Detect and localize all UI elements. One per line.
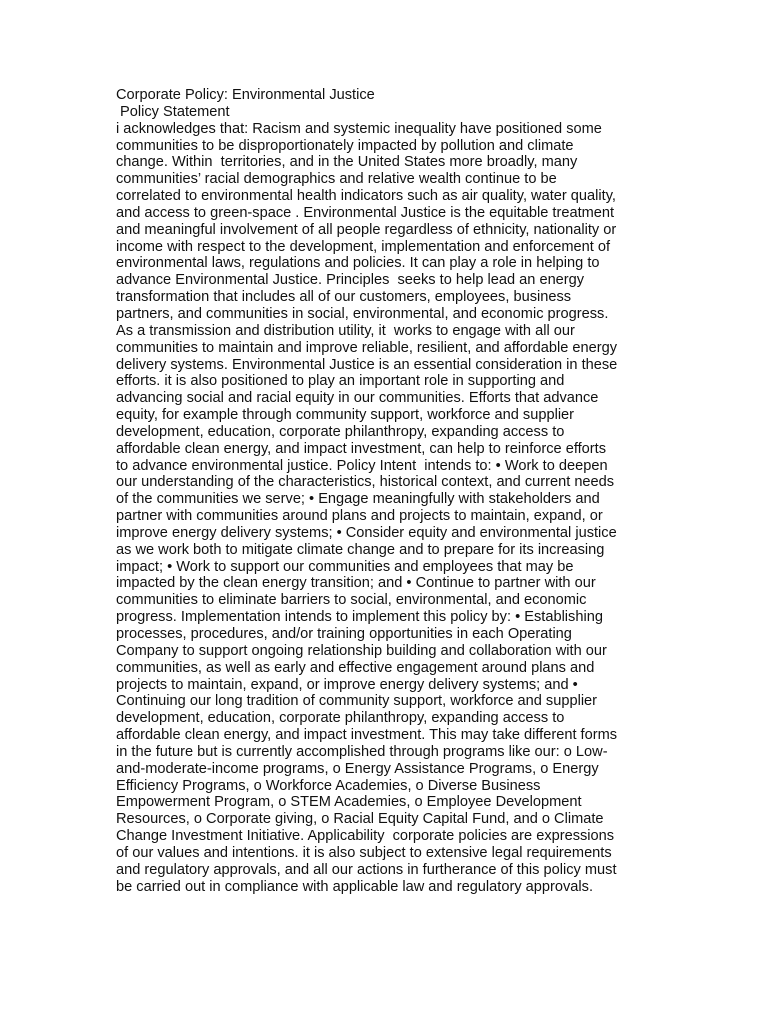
body-line: and access to green-space . Environmental Justice is the equitable treatment [116, 204, 615, 221]
document-page [116, 87, 656, 896]
body-line: communities to be disproportionately impacted by pollution and climate [116, 137, 574, 154]
body-line: communities, as well as early and effective engagement around plans and [116, 659, 595, 676]
body-line: communities to maintain and improve reliable, resilient, and affordable energy [116, 339, 618, 356]
body-line: As a transmission and distribution utility, it works to engage with all our [116, 322, 575, 339]
body-line: Company to support ongoing relationship building and collaboration with our [116, 642, 607, 659]
body-line: in the future but is currently accomplished through programs like our: o Low- [116, 743, 608, 760]
body-line: Efficiency Programs, o Workforce Academies, o Diverse Business [116, 777, 541, 794]
body-line: development, education, corporate philanthropy, expanding access to [116, 710, 565, 727]
body-line: Empowerment Program, o STEM Academies, o Employee Development [116, 794, 582, 811]
body-line: communities to eliminate barriers to social, environmental, and economic [116, 592, 587, 609]
body-line: and regulatory approvals, and all our actions in furtherance of this policy must [116, 861, 617, 878]
body-line: of the communities we serve; • Engage meaningfully with stakeholders and [116, 491, 600, 508]
body-line: advancing social and racial equity in our communities. Efforts that advance [116, 390, 599, 407]
body-line: processes, procedures, and/or training opportunities in each Operating [116, 626, 572, 642]
body-line: change. Within territories, and in the United States more broadly, many [116, 154, 578, 171]
body-line: our understanding of the characteristics, historical context, and current needs [116, 474, 615, 491]
body-line: projects to maintain, expand, or improve energy delivery systems; and • [116, 676, 578, 693]
body-line: and meaningful involvement of all people regardless of ethnicity, nationality or [116, 221, 617, 238]
document-title: Corporate Policy: Environmental Justice [116, 87, 375, 103]
document-subtitle: Policy Statement [116, 103, 230, 120]
body-line: correlated to environmental health indicators such as air quality, water quality, [116, 188, 616, 205]
body-line: Change Investment Initiative. Applicability corporate policies are expressions [116, 828, 615, 845]
body-line: environmental laws, regulations and policies. It can play a role in helping to [116, 255, 600, 272]
body-line: impacted by the clean energy transition; and • Continue to partner with our [116, 575, 596, 592]
body-line: partners, and communities in social, environmental, and economic progress. [116, 305, 609, 322]
body-line: affordable clean energy, and impact investment. This may take different forms [116, 727, 618, 744]
body-line: efforts. it is also positioned to play an important role in supporting and [116, 373, 565, 390]
body-line: Continuing our long tradition of community support, workforce and supplier [116, 693, 598, 710]
document-body [116, 121, 656, 896]
body-line: as we work both to mitigate climate change and to prepare for its increasing [116, 541, 605, 558]
body-line: and-moderate-income programs, o Energy Assistance Programs, o Energy [116, 760, 599, 777]
body-line: advance Environmental Justice. Principles seeks to help lead an energy [116, 272, 585, 289]
body-line: development, education, corporate philanthropy, expanding access to [116, 423, 565, 440]
body-line: improve energy delivery systems; • Consider equity and environmental justice [116, 524, 617, 541]
body-line: of our values and intentions. it is also subject to extensive legal requirements [116, 844, 612, 861]
body-line: income with respect to the development, implementation and enforcement of [116, 238, 611, 255]
body-line: communities’ racial demographics and relative wealth continue to be [116, 171, 557, 188]
body-line: i acknowledges that: Racism and systemic inequality have positioned some [116, 120, 602, 137]
body-line: transformation that includes all of our customers, employees, business [116, 289, 572, 306]
body-line: impact; • Work to support our communities and employees that may be [116, 558, 574, 575]
body-line: be carried out in compliance with applicable law and regulatory approvals. [116, 878, 593, 895]
body-line: progress. Implementation intends to implement this policy by: • Establishing [116, 609, 603, 626]
body-line: partner with communities around plans and projects to maintain, expand, or [116, 508, 603, 525]
body-line: affordable clean energy, and impact investment, can help to reinforce efforts [116, 440, 606, 457]
body-line: delivery systems. Environmental Justice is an essential consideration in these [116, 356, 618, 373]
body-line: equity, for example through community support, workforce and supplier [116, 407, 575, 424]
body-line: Resources, o Corporate giving, o Racial Equity Capital Fund, and o Climate [116, 811, 604, 828]
body-line: to advance environmental justice. Policy Intent intends to: • Work to deepen [116, 457, 608, 474]
